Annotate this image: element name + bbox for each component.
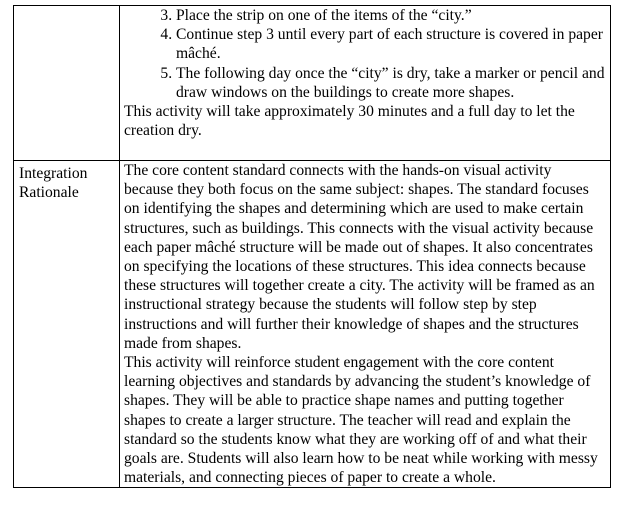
list-item: 5. The following day once the “city” is dry, take a marker or pencil and draw windows on the buildings to create more shapes. <box>176 64 610 102</box>
table-row <box>14 6 611 161</box>
procedure-steps-list <box>124 6 610 102</box>
rationale-cell <box>120 161 611 488</box>
list-item: 3. Place the strip on one of the items of the “city.” <box>176 6 610 25</box>
lesson-plan-table <box>13 5 611 488</box>
list-item: 4. Continue step 3 until every part of each structure is covered in paper mâché. <box>176 25 610 63</box>
empty-label-cell <box>14 6 120 161</box>
row-label: Integration Rationale <box>19 165 88 202</box>
rationale-paragraph-2: This activity will reinforce student engagement with the core content learning objectives and standards by advancing the student’s knowledge of shapes. They will be able to practice shape names and putting together shapes to create a larger structure. The teacher will read and explain the standard so the students know what they are working off of and what their goals are. Students will also learn how to be neat while working with messy materials, and connecting pieces of paper to create a whole. <box>124 354 598 487</box>
row-label-cell <box>14 161 120 488</box>
table-row <box>14 161 611 488</box>
procedure-cell <box>120 6 611 161</box>
duration-note: This activity will take approximately 30 minutes and a full day to let the creation dry. <box>124 103 575 140</box>
rationale-paragraph-1: The core content standard connects with the hands-on visual activity because they both focus on the same subject: shapes. The standard focuses on identifying the shapes and determining which are used to make certain structures, such as buildings. This connects with the visual activity because each paper mâché structure will be made out of shapes. It also concentrates on specifying the locations of these structures. This idea connects because these structures will together create a city. The activity will be framed as an instructional strategy because the students will follow step by step instructions and will further their knowledge of shapes and the structures made from shapes. <box>124 162 595 352</box>
